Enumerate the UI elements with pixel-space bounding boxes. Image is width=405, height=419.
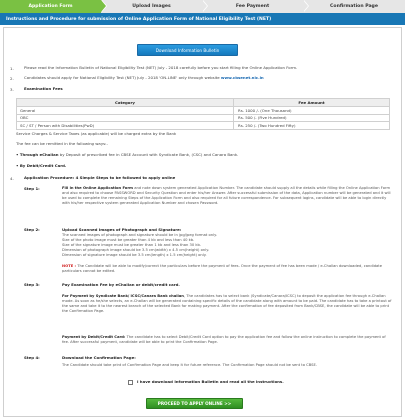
step-1-description [62, 186, 392, 206]
step-2-line: Dimension of photograph image should be 3.5 cm(width) x 4.5 cm(height) only. [62, 248, 210, 253]
table-cell: OBC [17, 114, 234, 122]
card-text: The candidate has to select Debit/Credit Card option to pay the application fee and follow the online instruction to complete the payment of fee. After successful payment, candidate will be able to print the Confirmation Page. [62, 335, 386, 345]
step-label: Fee Payment [235, 4, 270, 9]
step-3-title: Pay Examination Fee by eChallan or debit/credit card. [62, 282, 180, 287]
step-3-label: Step 3: [24, 282, 40, 287]
note-label: NOTE : [62, 264, 77, 268]
step-2-details [62, 233, 392, 258]
table-row [17, 114, 390, 122]
exam-fees-heading: Examination Fees [24, 86, 63, 91]
step-1-label: Step 1: [24, 186, 40, 191]
item-number: 1. [10, 66, 14, 71]
agree-label[interactable]: I have download Information Bulletin and read all the instructions. [137, 379, 284, 384]
card-option: • By Debit/Credit Card. [16, 163, 67, 168]
table-cell: Rs. 250 /- (Two Hundred Fifty) [234, 122, 390, 130]
progress-steps [0, 0, 405, 13]
step-3-challan [62, 294, 392, 314]
fees-table [16, 98, 390, 130]
table-row [17, 122, 390, 130]
step-3-card [62, 335, 392, 345]
instruction-2 [24, 75, 264, 81]
step-2-note [62, 264, 392, 274]
echallan-option [16, 152, 238, 158]
step-2-label: Step 2: [24, 227, 40, 232]
challan-text: , The candidates has to select bank (Syndicate/Canara/ICSC) to deposit the application fee through e-Challan mode. As soon as he/she selects, an e-Challan will be generated containing specific details of the candidate along with amount to be paid. The candidate has to take a printout of the same and take it to the nearest branch of the selected Bank for making payment. After the confirmation of fee deposited from Bank/CBSE, the candidate will be able to print the Confirmation Page. [62, 294, 392, 314]
step-2-title: Upload Scanned Images of Photograph and Signature: [62, 227, 182, 232]
step-1-title: Fill in the Online Application Form [62, 186, 134, 190]
step-4-text: The Candidate should take print of Confirmation Page and keep it for future reference. The Confirmation Page should not be sent to CBSE. [62, 363, 318, 367]
procedure-heading: Application Procedure: 4 Simple Steps to be followed to apply online [24, 175, 176, 180]
step-4-title: Download the Confirmation Page: [62, 355, 136, 360]
page-title: Instructions and Procedure for submission of Online Application Form of National Eligibility Test (NET) [0, 13, 405, 25]
step-fee-payment [202, 0, 303, 13]
website-link[interactable]: www.cbsenet.nic.in [220, 75, 264, 80]
download-bulletin-button[interactable]: Download Information Bulletin [137, 44, 238, 56]
echallan-text: by Deposit of prescribed fee in CBSE Account with Syndicate Bank, (CSC) and Canara Bank. [58, 152, 239, 157]
echallan-label: • Through eChallan [16, 152, 59, 157]
service-charge-note: Service Charges & Service Taxes (as applicable) will be charged extra by the Bank [16, 131, 177, 136]
step-label: Confirmation Page [330, 4, 378, 9]
item-number: 4. [10, 176, 14, 181]
step-2-line: Dimension of signature image should be 3.5 cm(length) x 1.5 cm(height) only. [62, 253, 207, 258]
payment-ways-note: The fee can be remitted in the following ways:- [16, 141, 108, 146]
table-cell: SC / ST / Person with Disabilities(PwD) [17, 122, 234, 130]
item-number: 2. [10, 76, 14, 81]
column-header: Category [17, 99, 234, 107]
table-row [17, 107, 390, 115]
step-2-line: Size of the photo image must be greater than 4 kb and less than 40 kb. [62, 238, 195, 243]
step-label: Upload Images [132, 4, 171, 9]
column-header: Fee Amount [234, 99, 390, 107]
step-4-label: Step 4: [24, 355, 40, 360]
item-number: 3. [10, 87, 14, 92]
card-title: Payment by Debit/Credit Card: [62, 335, 126, 339]
note-text: The Candidate will be able to modify/correct the particulars before the payment of fees. Once the payment of fee has been made / e-Challan downloaded, candidate particulars cannot be edited. [62, 264, 383, 274]
instruction-1: Please read the Information Bulletin of National Eligibility Test (NET) July - 2018 carefully before you start filling the Online Application Form. [24, 65, 298, 70]
agree-checkbox[interactable] [128, 380, 133, 385]
table-header-row [17, 99, 390, 107]
proceed-to-apply-button[interactable]: PROCEED TO APPLY ONLINE >> [146, 398, 243, 409]
challan-title: For Payment by Syndicate Bank/ ICSC/Canara Bank challan [62, 294, 184, 298]
step-application-form [0, 0, 101, 13]
table-cell: Rs. 1000 /- (One Thousand) [234, 107, 390, 115]
step-1-text: and note down system generated Application Number. The candidate should supply all the details while filling the Online Application Form and also required to choose PASSWORD and Security Question and enter his/her Answer. After successful submission of the data, Application number will be generated and it will be used to complete the remaining Steps of the Application Form and also required for all future correspondence. For subsequent logins, candidate will be able to login directly with his/her respective system generated Application Number and chosen Password. [62, 186, 391, 206]
table-cell: Rs. 500 /- (Five Hundred) [234, 114, 390, 122]
table-cell: General [17, 107, 234, 115]
instruction-2-text: Candidates should apply for National Eligibility Test (NET) July - 2018 'ON-LINE' only through website [24, 75, 221, 80]
step-label: Application Form [28, 4, 73, 9]
step-2-line: The scanned images of photograph and signature should be in jpg/jpeg format only. [62, 233, 217, 237]
step-confirmation-page [303, 0, 405, 13]
step-2-line: Size of the signature image must be greater than 1 kb and less than 30 kb. [62, 243, 202, 248]
step-upload-images [101, 0, 202, 13]
